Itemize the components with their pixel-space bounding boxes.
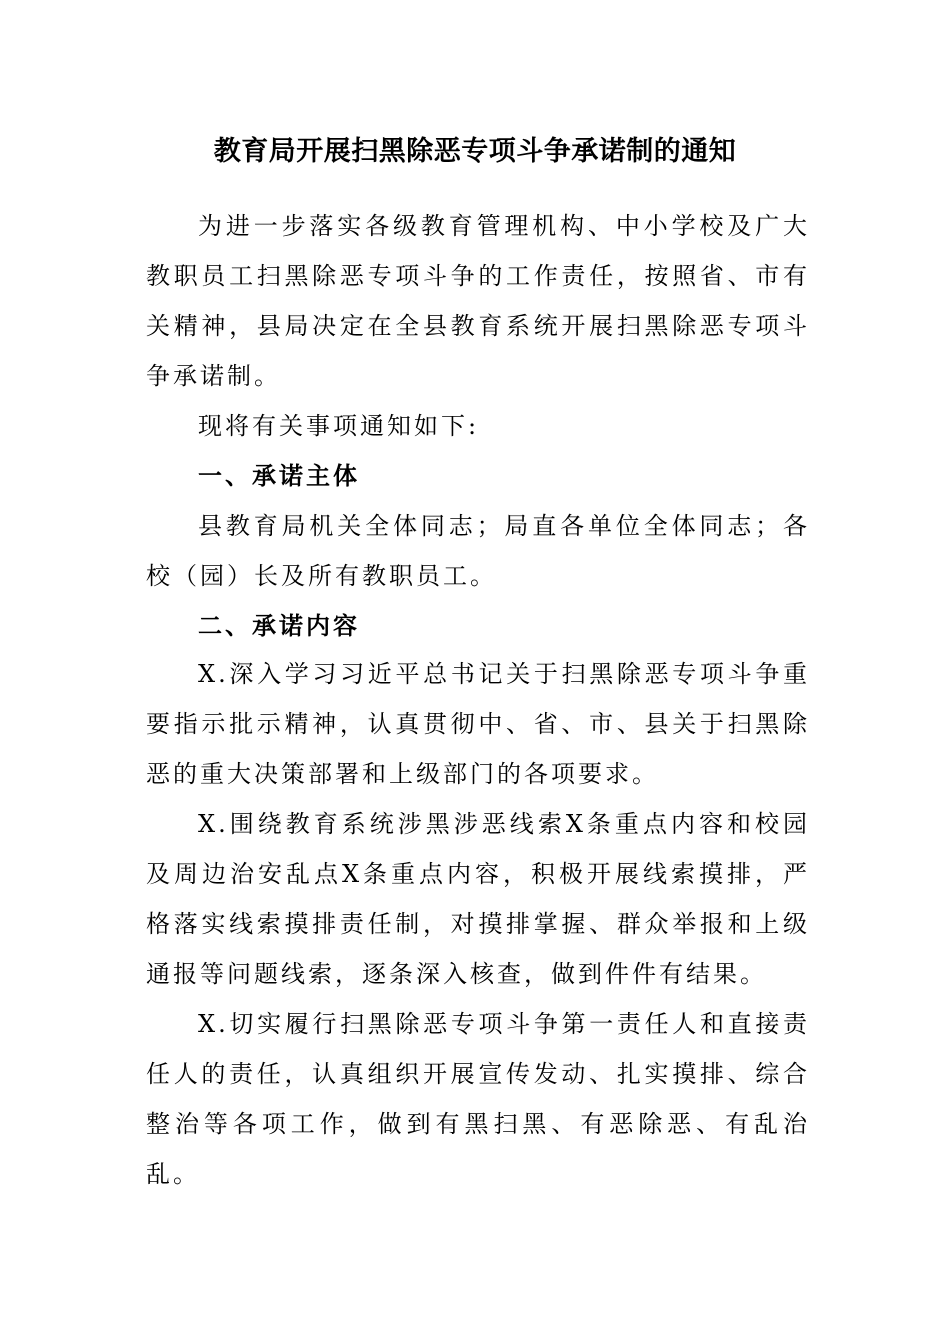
notice-paragraph: 现将有关事项通知如下: (198, 412, 480, 440)
commitment-item-1: X.深入学习习近平总书记关于扫黑除恶专项斗争重要指示批示精神，认真贯彻中、省、市、县关于扫黑除恶的重大决策部署和上级部门的各项要求。 (146, 660, 810, 788)
commitment-item-2: X.围绕教育系统涉黑涉恶线索X条重点内容和校园及周边治安乱点X条重点内容，积极开展线索摸排，严格落实线索摸排责任制，对摸排掌握、群众举报和上级通报等问题线索，逐条深入核查，做到件件有结果。 (146, 810, 810, 988)
intro-paragraph: 为进一步落实各级教育管理机构、中小学校及广大教职员工扫黑除恶专项斗争的工作责任，按照省、市有关精神，县局决定在全县教育系统开展扫黑除恶专项斗争承诺制。 (146, 212, 810, 390)
section1-heading: 一、承诺主体 (198, 462, 360, 490)
commitment-item-3: X.切实履行扫黑除恶专项斗争第一责任人和直接责任人的责任，认真组织开展宣传发动、扎实摸排、综合整治等各项工作，做到有黑扫黑、有恶除恶、有乱治乱。 (146, 1010, 810, 1188)
section2-heading: 二、承诺内容 (198, 612, 360, 640)
document-title: 教育局开展扫黑除恶专项斗争承诺制的通知 (213, 136, 737, 167)
section1-body: 县教育局机关全体同志；局直各单位全体同志；各校（园）长及所有教职员工。 (146, 512, 810, 590)
